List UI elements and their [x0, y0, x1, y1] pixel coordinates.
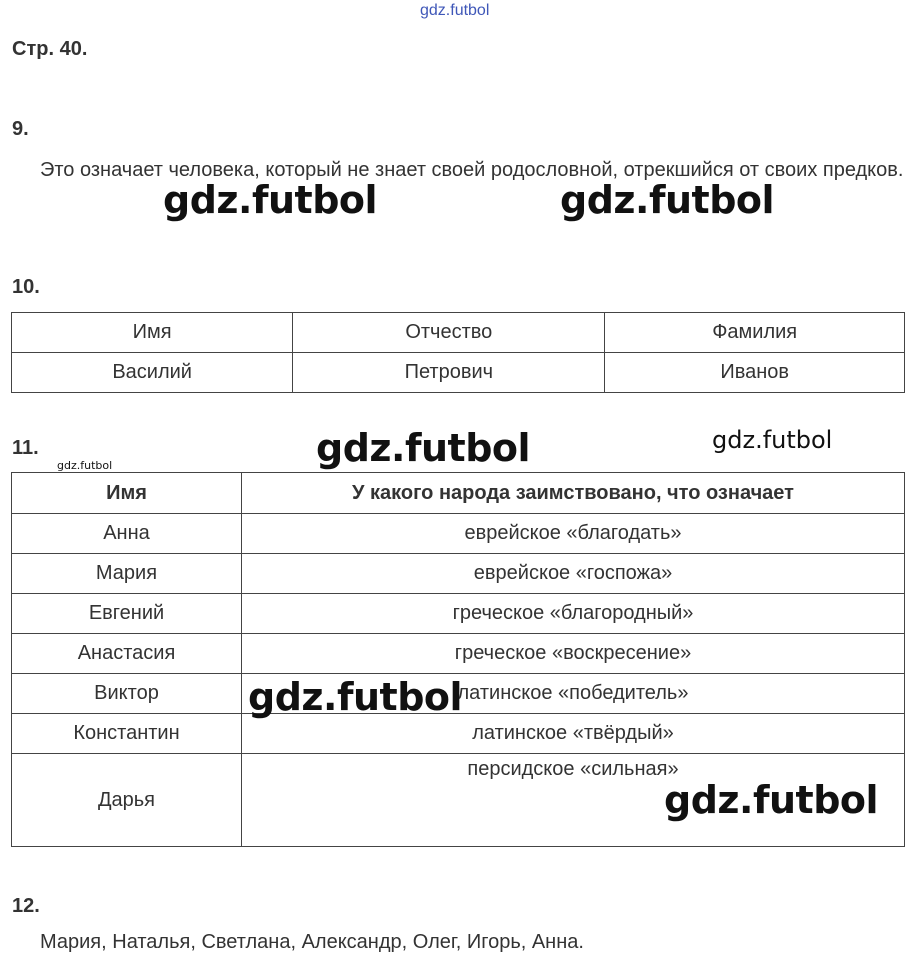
watermark: gdz.futbol: [57, 459, 113, 472]
table-row: [12, 634, 905, 674]
table-row: [12, 353, 905, 393]
watermark: gdz.futbol: [560, 178, 775, 222]
question-10-number: 10.: [12, 276, 40, 298]
cell-origin: латинское «победитель»: [242, 674, 905, 714]
cell-name: Виктор: [12, 674, 242, 714]
question-9-text: Это означает человека, который не знает своей родословной, отрекшийся от своих предков.: [40, 159, 904, 181]
header-cell-name: Имя: [12, 313, 293, 353]
table-header-row: [12, 313, 905, 353]
question-12-number: 12.: [12, 895, 40, 917]
header-cell-surname: Фамилия: [605, 313, 905, 353]
table-row: [12, 714, 905, 754]
table-row: [12, 594, 905, 634]
table-row: [12, 514, 905, 554]
watermark: gdz.futbol: [316, 426, 531, 470]
watermark: gdz.futbol: [712, 426, 833, 454]
cell-surname: Иванов: [605, 353, 905, 393]
cell-origin: еврейское «благодать»: [242, 514, 905, 554]
cell-name: Анастасия: [12, 634, 242, 674]
header-cell-name: Имя: [12, 473, 242, 514]
cell-origin: греческое «благородный»: [242, 594, 905, 634]
watermark: gdz.futbol: [664, 778, 879, 822]
cell-patronymic: Петрович: [293, 353, 605, 393]
cell-name: Дарья: [12, 754, 242, 847]
cell-name: Константин: [12, 714, 242, 754]
cell-origin: греческое «воскресение»: [242, 634, 905, 674]
cell-name: Мария: [12, 554, 242, 594]
table-header-row: [12, 473, 905, 514]
header-watermark: gdz.futbol: [420, 2, 490, 19]
cell-name: Василий: [12, 353, 293, 393]
page-title: Стр. 40.: [12, 38, 88, 60]
cell-origin: латинское «твёрдый»: [242, 714, 905, 754]
watermark: gdz.futbol: [163, 178, 378, 222]
watermark: gdz.futbol: [248, 675, 463, 719]
cell-name: Анна: [12, 514, 242, 554]
cell-origin: еврейское «госпожа»: [242, 554, 905, 594]
question-12-text: Мария, Наталья, Светлана, Александр, Олег, Игорь, Анна.: [40, 931, 584, 953]
question-11-number: 11.: [12, 437, 39, 459]
table-row: [12, 554, 905, 594]
cell-origin: персидское «сильная»: [242, 754, 905, 847]
names-table: [11, 312, 905, 393]
header-cell-patronymic: Отчество: [293, 313, 605, 353]
header-cell-origin: У какого народа заимствовано, что означает: [242, 473, 905, 514]
cell-name: Евгений: [12, 594, 242, 634]
question-9-number: 9.: [12, 118, 29, 140]
